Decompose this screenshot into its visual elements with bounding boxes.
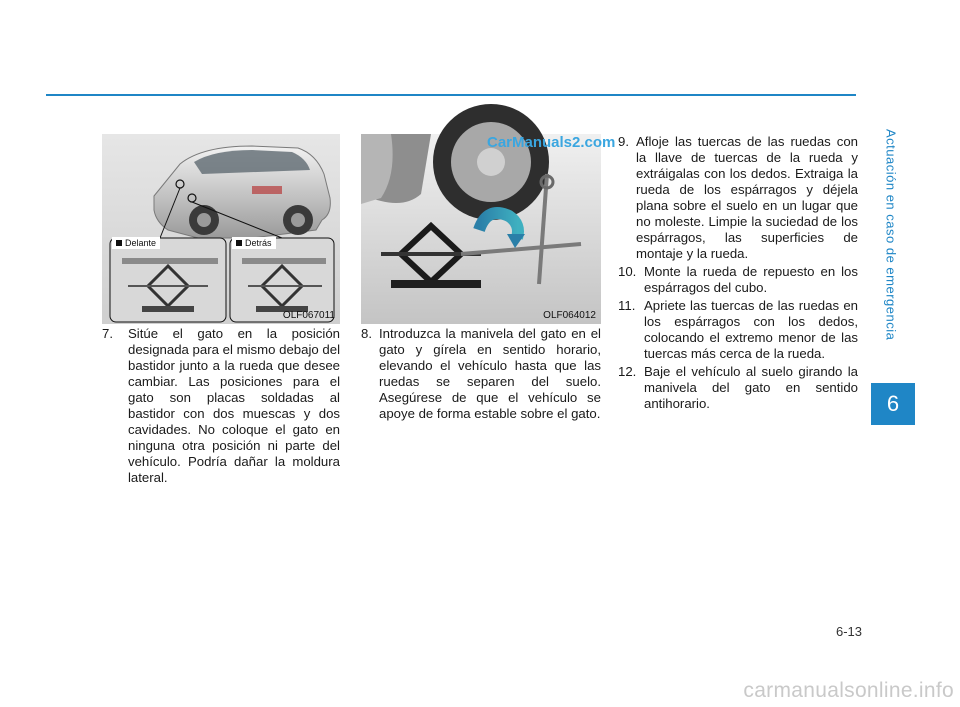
footer-watermark[interactable]: carmanualsonline.info <box>743 679 954 702</box>
step-text: Sitúe el gato en la posición designada para el mismo debajo del bastidor junto a la rueda que desee cambiar. Las posiciones para el gato son placas soldadas al bastidor con dos muescas y dos cavidades. No coloque el gato en ninguna otra posición ni parte del vehículo. Podría dañar la moldura lateral. <box>128 326 340 485</box>
text-column-2 <box>361 326 601 424</box>
step-text: Monte la rueda de repuesto en los espárragos del cubo. <box>644 264 858 295</box>
jack-handle-illustration <box>361 134 601 324</box>
figure-watermark: CarManuals2.com <box>487 134 616 151</box>
header-rule <box>46 94 856 96</box>
inset-label-rear: Detrás <box>232 237 276 249</box>
step-number: 7. <box>102 326 113 341</box>
figure-code: OLF067011 <box>282 310 335 321</box>
step-text: Apriete las tuercas de las ruedas en los espárragos con los dedos, colocando el extremo menor de las tuercas más cerca de la rueda. <box>644 298 858 361</box>
step-text: Afloje las tuercas de las ruedas con la llave de tuercas de la rueda y extráigalas con los dedos. Extraiga la rueda de los espárragos y déjela plana sobre el suelo en un lugar que no moleste. Limpie la suciedad de los espárragos, las superficies de montaje y la rueda. <box>636 134 858 261</box>
step-number: 9. <box>618 134 629 149</box>
inset-label-front: Delante <box>112 237 160 249</box>
section-title-text: Actuación en caso de emergencia <box>883 129 899 341</box>
step-number: 10. <box>618 264 637 279</box>
step-item <box>102 326 340 486</box>
figure-jack-handle <box>361 134 616 324</box>
step-text: Baje el vehículo al suelo girando la manivela del gato en sentido antihorario. <box>644 364 858 411</box>
chapter-tab[interactable]: 6 <box>871 383 915 425</box>
step-number: 8. <box>361 326 372 341</box>
text-column-1 <box>102 326 340 488</box>
figure-jack-positions <box>102 134 340 324</box>
step-item <box>618 134 858 262</box>
step-item <box>618 364 858 412</box>
step-number: 12. <box>618 364 637 379</box>
step-item <box>618 298 858 362</box>
car-jack-illustration <box>102 134 340 324</box>
text-column-3 <box>618 134 858 414</box>
step-text: Introduzca la manivela del gato en el gato y gírela en sentido horario, elevando el vehículo hasta que las ruedas se separen del suelo. Asegúrese de que el vehículo se apoye de forma estable sobre el gato. <box>379 326 601 421</box>
figure-code: OLF064012 <box>543 310 596 321</box>
page-number: 6-13 <box>835 624 862 639</box>
section-title-vertical <box>871 110 911 360</box>
step-item <box>361 326 601 422</box>
step-item <box>618 264 858 296</box>
step-number: 11. <box>618 298 636 313</box>
